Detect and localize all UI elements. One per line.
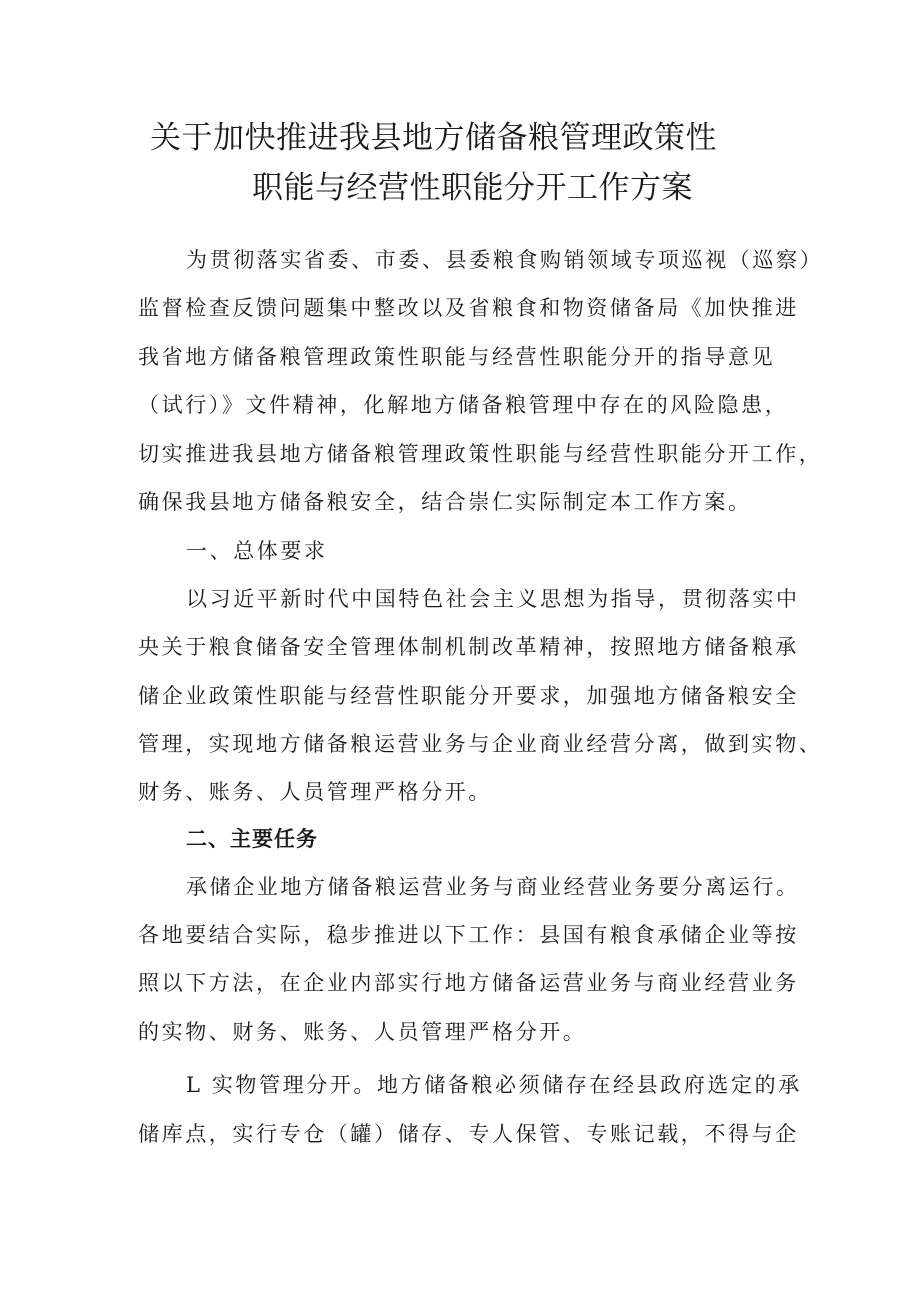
section-1-line: 以习近平新时代中国特色社会主义思想为指导，贯彻落实中 bbox=[186, 587, 800, 611]
section-1-heading: 一、总体要求 bbox=[186, 539, 328, 563]
intro-line: （试行）》文件精神，化解地方储备粮管理中存在的风险隐患， bbox=[138, 393, 789, 417]
item-1-line: L 实物管理分开。地方储备粮必须储存在经县政府选定的承 bbox=[186, 1073, 802, 1097]
section-2-line: 各地要结合实际，稳步推进以下工作：县国有粮食承储企业等按 bbox=[138, 923, 799, 947]
section-1-line: 储企业政策性职能与经营性职能分开要求，加强地方储备粮安全 bbox=[138, 684, 799, 708]
document-title-line-1: 关于加快推进我县地方储备粮管理政策性 bbox=[150, 120, 717, 156]
document-title-line-2: 职能与经营性职能分开工作方案 bbox=[252, 170, 693, 206]
intro-line: 监督检查反馈问题集中整改以及省粮食和物资储备局《加快推进 bbox=[138, 296, 799, 320]
intro-line: 确保我县地方储备粮安全，结合崇仁实际制定本工作方案。 bbox=[138, 490, 752, 514]
section-2-line: 的实物、财务、账务、人员管理严格分开。 bbox=[138, 1020, 587, 1044]
section-1-line: 管理，实现地方储备粮运营业务与企业商业经营分离，做到实物、 bbox=[138, 732, 823, 756]
section-1-line: 财务、账务、人员管理严格分开。 bbox=[138, 780, 492, 804]
section-2-line: 照以下方法，在企业内部实行地方储备运营业务与商业经营业务 bbox=[138, 971, 799, 995]
section-1-line: 央关于粮食储备安全管理体制机制改革精神，按照地方储备粮承 bbox=[138, 635, 799, 659]
item-1-line: 储库点，实行专仓（罐）储存、专人保管、专账记载，不得与企 bbox=[138, 1122, 799, 1146]
intro-line: 我省地方储备粮管理政策性职能与经营性职能分开的指导意见 bbox=[138, 345, 776, 369]
section-2-line: 承储企业地方储备粮运营业务与商业经营业务要分离运行。 bbox=[186, 875, 800, 899]
intro-line: 为贯彻落实省委、市委、县委粮食购销领域专项巡视（巡察） bbox=[186, 248, 824, 272]
section-2-heading: 二、主要任务 bbox=[186, 827, 318, 851]
intro-line: 切实推进我县地方储备粮管理政策性职能与经营性职能分开工作， bbox=[138, 442, 823, 466]
